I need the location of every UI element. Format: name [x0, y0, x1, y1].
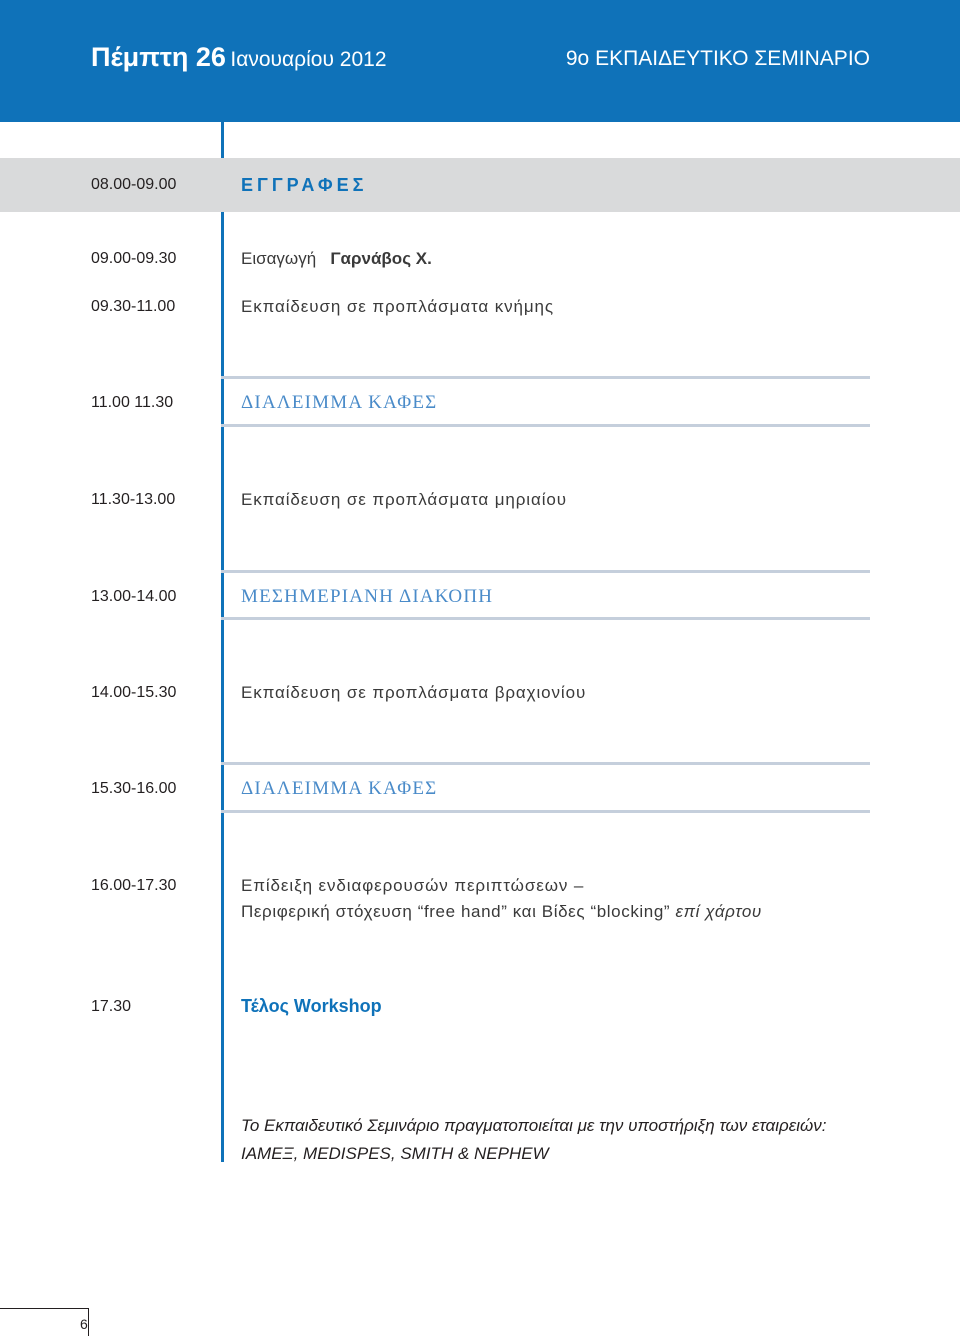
- page-number-rule-vertical: [88, 1308, 89, 1336]
- session-title: Επίδειξη ενδιαφερουσών περιπτώσεων –: [241, 876, 585, 895]
- header-seminar-title: 9ο ΕΚΠΑΙΔΕΥΤΙΚΟ ΣΕΜΙΝΑΡΙΟ: [565, 47, 870, 70]
- workshop-end-label: Τέλος Workshop: [241, 996, 382, 1016]
- session-subtitle-text: Περιφερική στόχευση “free hand” και Βίδες “blocking”: [241, 902, 671, 921]
- session-subtitle: [241, 902, 762, 922]
- time-slot: 13.00-14.00: [91, 588, 177, 605]
- header-date-block: [91, 42, 387, 73]
- header-date: Ιανουαρίου 2012: [230, 48, 387, 71]
- time-slot: 17.30: [91, 998, 132, 1015]
- session-title: Εκπαίδευση σε προπλάσματα κνήμης: [241, 297, 554, 316]
- divider-rule: [221, 376, 870, 379]
- time-slot: 16.00-17.30: [91, 877, 177, 894]
- time-slot: 15.30-16.00: [91, 780, 177, 797]
- timeline-divider: [221, 80, 224, 1162]
- page-number: 6: [80, 1316, 88, 1332]
- divider-rule: [221, 570, 870, 573]
- divider-rule: [221, 617, 870, 620]
- time-slot: 08.00-09.00: [91, 176, 177, 193]
- registration-label: ΕΓΓΡΑΦΕΣ: [241, 175, 368, 195]
- header-day: Πέμπτη 26: [91, 42, 226, 72]
- coffee-break-label: ΔΙΑΛΕΙΜΜΑ ΚΑΦΕΣ: [241, 778, 438, 799]
- divider-rule: [221, 424, 870, 427]
- lunch-break-label: ΜΕΣΗΜΕΡΙΑΝΗ ΔΙΑΚΟΠΗ: [241, 586, 494, 607]
- time-slot: 11.30-13.00: [91, 491, 176, 508]
- introduction-label: Εισαγωγή: [241, 249, 317, 268]
- time-slot: 09.00-09.30: [91, 250, 177, 267]
- divider-rule: [221, 762, 870, 765]
- page-number-rule: [0, 1308, 88, 1309]
- time-slot: 09.30-11.00: [91, 298, 176, 315]
- session-title: Εκπαίδευση σε προπλάσματα μηριαίου: [241, 490, 567, 509]
- session-title: Εκπαίδευση σε προπλάσματα βραχιονίου: [241, 683, 587, 702]
- sponsors-list: ΙΑΜΕΞ, MEDISPES, SMITH & NEPHEW: [241, 1144, 549, 1163]
- speaker-name: Γαρνάβος Χ.: [330, 249, 432, 268]
- divider-rule: [221, 810, 870, 813]
- header-bar: [0, 0, 960, 122]
- session-title: [241, 249, 432, 269]
- coffee-break-label: ΔΙΑΛΕΙΜΜΑ ΚΑΦΕΣ: [241, 392, 438, 413]
- sponsors-intro: Το Εκπαιδευτικό Σεμινάριο πραγματοποιείται με την υποστήριξη των εταιρειών:: [241, 1116, 827, 1135]
- time-slot: 14.00-15.30: [91, 684, 177, 701]
- time-slot: 11.00 11.30: [91, 394, 174, 411]
- session-subtitle-italic: επί χάρτου: [675, 902, 762, 921]
